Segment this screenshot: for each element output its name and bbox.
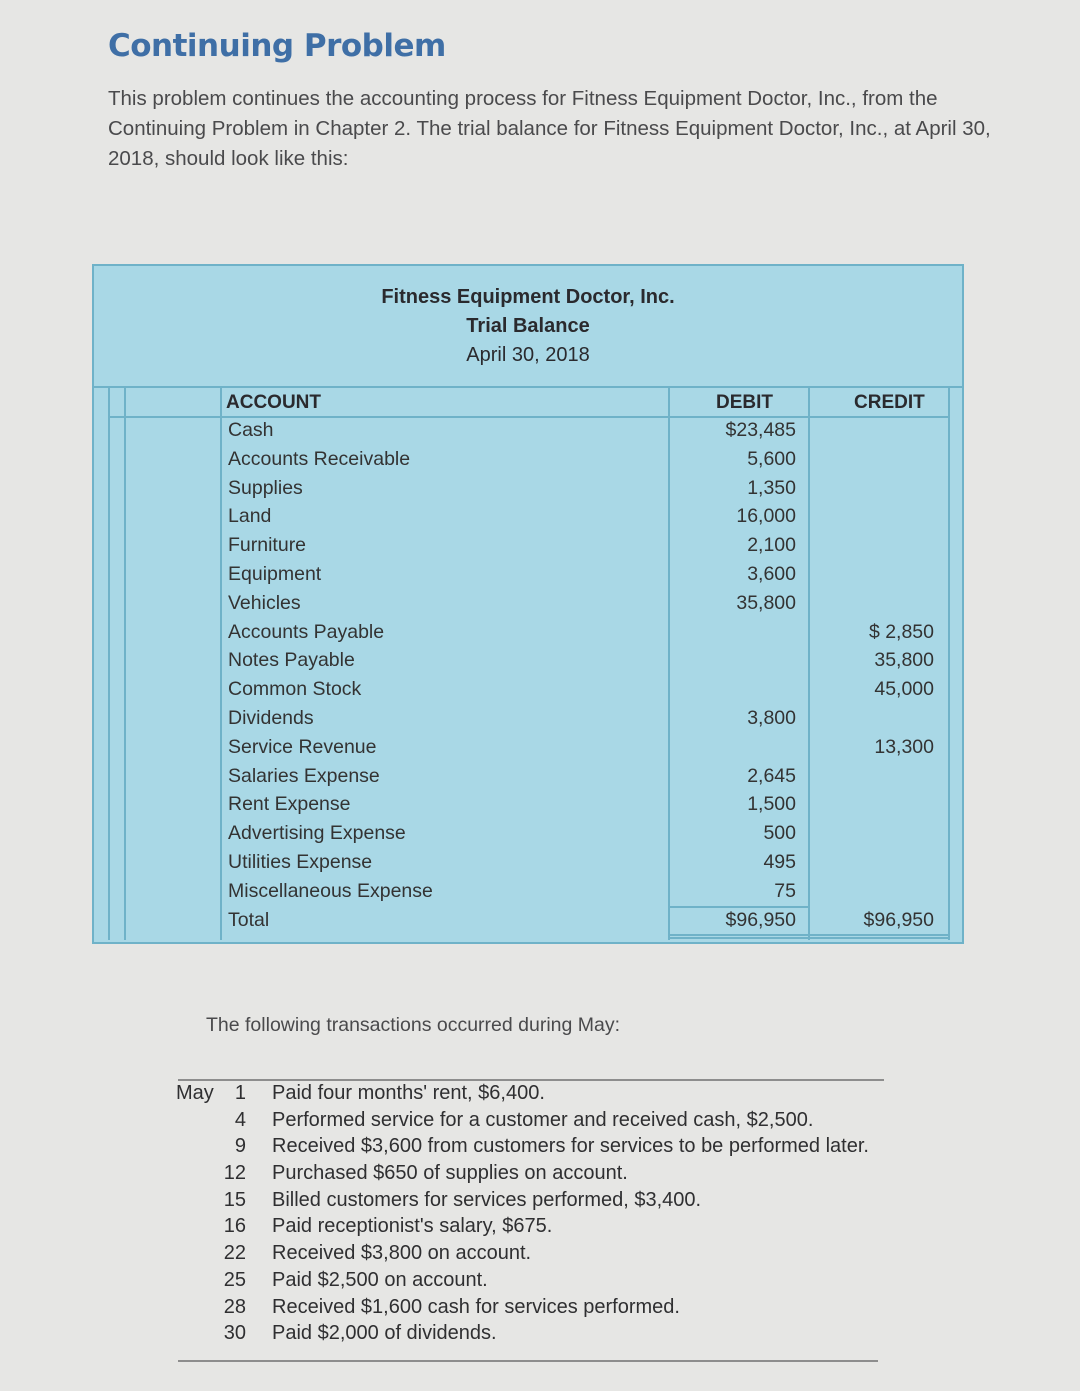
- debit-amount: 3,600: [747, 562, 796, 585]
- account-name: Land: [228, 505, 272, 528]
- debit-amount: 2,100: [747, 534, 796, 557]
- transaction-day: 12: [223, 1162, 246, 1185]
- table-row: [94, 419, 962, 448]
- statement-title: Trial Balance: [466, 315, 590, 337]
- debit-amount: 500: [763, 822, 796, 845]
- account-name: Dividends: [228, 706, 314, 729]
- debit-amount: 3,800: [747, 706, 796, 729]
- company-name: Fitness Equipment Doctor, Inc.: [381, 286, 675, 308]
- account-name: Notes Payable: [228, 649, 355, 672]
- trial-balance-rows: [94, 419, 962, 937]
- transaction-day: 30: [223, 1322, 246, 1345]
- table-row: [94, 534, 962, 563]
- table-row: [94, 707, 962, 736]
- transaction-description: Received $3,800 on account.: [272, 1242, 532, 1265]
- table-row: [94, 649, 962, 678]
- table-row: [94, 505, 962, 534]
- transaction-description: Paid $2,000 of dividends.: [272, 1322, 497, 1345]
- transaction-month: May: [176, 1082, 214, 1104]
- transactions-intro: The following transactions occurred during May:: [206, 1014, 621, 1036]
- table-row: [94, 621, 962, 650]
- account-name: Supplies: [228, 476, 303, 499]
- trial-balance-header: [94, 266, 962, 388]
- debit-amount: 35,800: [736, 591, 796, 614]
- transaction-day: 22: [223, 1242, 246, 1265]
- debit-amount: 1,500: [747, 793, 796, 816]
- col-header-debit: DEBIT: [716, 392, 773, 413]
- account-name: Salaries Expense: [228, 764, 380, 787]
- table-row: [94, 793, 962, 822]
- page-heading: Continuing Problem: [108, 28, 446, 64]
- transaction-description: Paid receptionist's salary, $675.: [272, 1215, 553, 1238]
- transaction-day: 4: [234, 1108, 246, 1131]
- rule-header-bottom: [108, 416, 948, 418]
- transaction-day: 25: [223, 1268, 246, 1291]
- transaction-description: Received $1,600 cash for services performed.: [272, 1295, 680, 1318]
- transactions-bottom-rule: [178, 1360, 878, 1362]
- debit-amount: 1,350: [747, 476, 796, 499]
- table-row: [94, 851, 962, 880]
- transaction-description: Purchased $650 of supplies on account.: [272, 1162, 628, 1185]
- debit-amount: 495: [763, 850, 796, 873]
- trial-balance-table: [92, 264, 964, 944]
- table-row: [94, 678, 962, 707]
- account-name: Total: [228, 908, 270, 931]
- transaction-description: Billed customers for services performed, $3,400.: [272, 1188, 702, 1211]
- col-header-account: ACCOUNT: [226, 392, 321, 413]
- account-name: Accounts Receivable: [228, 447, 411, 470]
- credit-amount: 45,000: [874, 678, 934, 701]
- transaction-day: 1: [234, 1082, 246, 1104]
- account-name: Miscellaneous Expense: [228, 879, 433, 902]
- transaction-day: 15: [223, 1188, 246, 1211]
- debit-amount: 5,600: [747, 447, 796, 470]
- account-name: Cash: [228, 419, 274, 441]
- credit-amount: 35,800: [874, 649, 934, 672]
- account-name: Accounts Payable: [228, 620, 385, 643]
- transaction-day: 9: [234, 1135, 246, 1158]
- table-row: [94, 822, 962, 851]
- transactions-top-rule: [178, 1079, 884, 1081]
- statement-date: April 30, 2018: [466, 344, 590, 366]
- debit-amount: 16,000: [736, 505, 796, 528]
- transaction-description: Received $3,600 from customers for services to be performed later.: [272, 1135, 869, 1158]
- table-row: [94, 736, 962, 765]
- intro-paragraph: This problem continues the accounting process for Fitness Equipment Doctor, Inc., from the Continuing Problem in Chapter 2. The trial balance for Fitness Equipment Doctor, Inc., at April 30, 2018, should look like this:: [108, 87, 991, 170]
- debit-amount: 2,645: [747, 764, 796, 787]
- debit-amount: $23,485: [725, 419, 796, 441]
- account-name: Furniture: [228, 534, 307, 557]
- account-name: Vehicles: [228, 591, 301, 614]
- table-row: [94, 765, 962, 794]
- credit-amount: $ 2,850: [868, 620, 934, 643]
- account-name: Advertising Expense: [228, 822, 406, 845]
- table-row: [94, 563, 962, 592]
- account-name: Common Stock: [228, 678, 362, 701]
- transaction-day: 28: [223, 1295, 246, 1318]
- account-name: Rent Expense: [228, 793, 351, 816]
- rule-total-double: [668, 934, 948, 939]
- table-row: [94, 448, 962, 477]
- table-row: [94, 477, 962, 506]
- credit-amount: 13,300: [874, 735, 934, 758]
- account-name: Service Revenue: [228, 735, 377, 758]
- transaction-description: Paid $2,500 on account.: [272, 1268, 488, 1291]
- rule-total-top-debit: [668, 906, 808, 908]
- credit-amount: $96,950: [863, 908, 934, 931]
- debit-amount: $96,950: [725, 908, 796, 931]
- debit-amount: 75: [774, 879, 796, 902]
- table-row: [94, 592, 962, 621]
- transaction-description: Performed service for a customer and received cash, $2,500.: [272, 1108, 814, 1131]
- transaction-day: 16: [223, 1215, 246, 1238]
- account-name: Utilities Expense: [228, 850, 373, 873]
- transaction-description: Paid four months' rent, $6,400.: [272, 1082, 545, 1104]
- col-header-credit: CREDIT: [854, 392, 925, 413]
- table-row: [94, 880, 962, 909]
- account-name: Equipment: [228, 562, 322, 585]
